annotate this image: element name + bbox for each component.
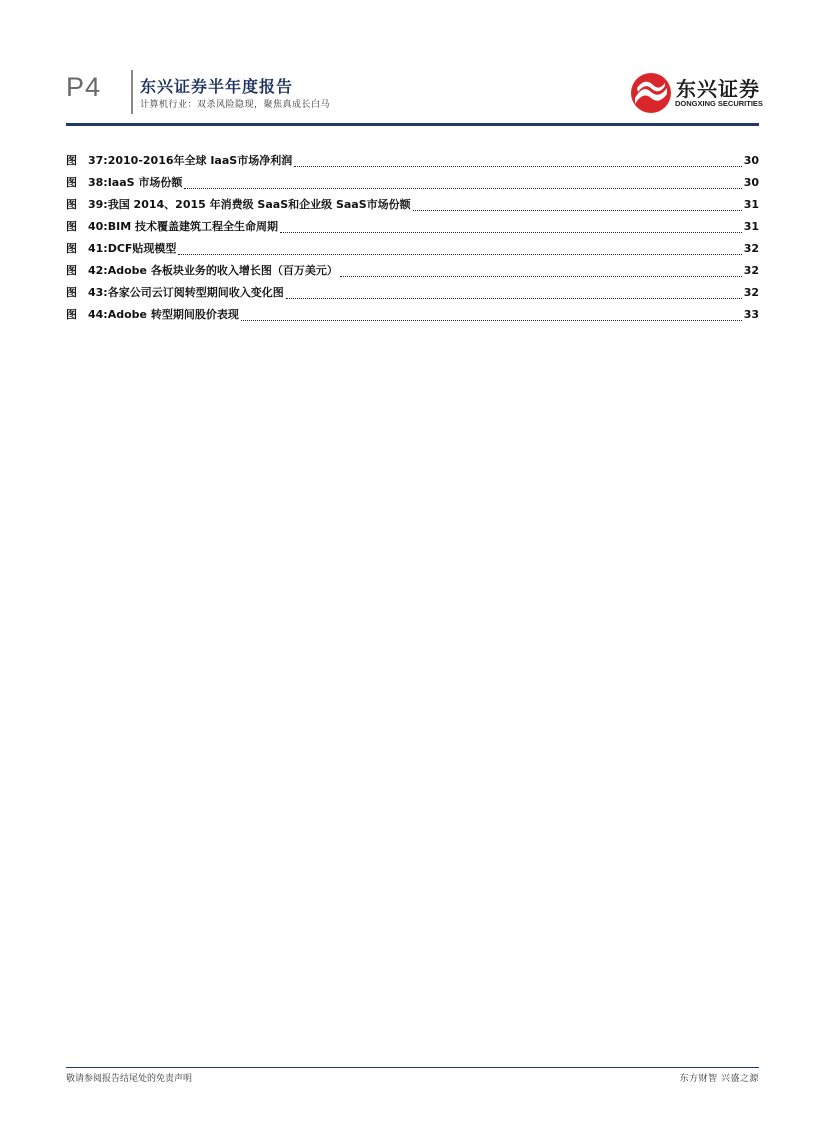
header-divider bbox=[131, 70, 133, 114]
logo-chinese-name: 东兴证券 bbox=[676, 77, 760, 101]
toc-dot-leader bbox=[178, 254, 741, 255]
toc-entry-title: DCF贴现模型 bbox=[107, 242, 177, 255]
toc-entry-page: 31 bbox=[743, 198, 759, 211]
toc-entry-title: 2010-2016年全球 IaaS市场净利润 bbox=[107, 154, 293, 167]
toc-dot-leader bbox=[294, 166, 741, 167]
toc-entry-page: 30 bbox=[743, 176, 759, 189]
company-logo bbox=[629, 70, 763, 116]
toc-entry-title: 各家公司云订阅转型期间收入变化图 bbox=[107, 286, 284, 299]
toc-entry[interactable] bbox=[66, 240, 759, 262]
toc-entry-prefix: 图 bbox=[66, 242, 77, 255]
toc-entry-prefix: 图 bbox=[66, 154, 77, 167]
toc-entry-number: 42: bbox=[88, 264, 108, 277]
toc-entry[interactable] bbox=[66, 196, 759, 218]
toc-entry-page: 31 bbox=[743, 220, 759, 233]
toc-entry-prefix: 图 bbox=[66, 198, 77, 211]
toc-entry-number: 38: bbox=[88, 176, 108, 189]
toc-entry-prefix: 图 bbox=[66, 264, 77, 277]
toc-entry[interactable] bbox=[66, 284, 759, 306]
page-number: P4 bbox=[66, 72, 102, 102]
toc-entry-page: 32 bbox=[743, 286, 759, 299]
toc-entry[interactable] bbox=[66, 174, 759, 196]
toc-dot-leader bbox=[280, 232, 742, 233]
toc-entry-title: Adobe 转型期间股价表现 bbox=[107, 308, 239, 321]
toc-dot-leader bbox=[413, 210, 742, 211]
report-title: 东兴证券半年度报告 bbox=[140, 77, 294, 96]
logo-english-name: DONGXING SECURITIES bbox=[675, 99, 763, 108]
toc-entry-title: BIM 技术覆盖建筑工程全生命周期 bbox=[107, 220, 278, 233]
toc-entry-number: 41: bbox=[88, 242, 108, 255]
report-subtitle: 计算机行业：双杀风险隐现，聚焦真成长白马 bbox=[140, 100, 331, 110]
toc-entry-page: 32 bbox=[743, 264, 759, 277]
footer-disclaimer: 敬请参阅报告结尾处的免责声明 bbox=[66, 1074, 193, 1084]
toc-entry-prefix: 图 bbox=[66, 176, 77, 189]
toc-entry-title: 我国 2014、2015 年消费级 SaaS和企业级 SaaS市场份额 bbox=[107, 198, 411, 211]
toc-entry-prefix: 图 bbox=[66, 308, 77, 321]
toc-entry-title: IaaS 市场份额 bbox=[107, 176, 183, 189]
toc-entry-number: 44: bbox=[88, 308, 108, 321]
toc-entry-prefix: 图 bbox=[66, 286, 77, 299]
footer-rule bbox=[66, 1067, 759, 1068]
toc-entry-title: Adobe 各板块业务的收入增长图（百万美元） bbox=[107, 264, 338, 277]
toc-entry[interactable] bbox=[66, 218, 759, 240]
toc-entry[interactable] bbox=[66, 152, 759, 174]
toc-entry[interactable] bbox=[66, 262, 759, 284]
figure-index bbox=[66, 152, 759, 328]
toc-dot-leader bbox=[340, 276, 742, 277]
toc-entry-number: 43: bbox=[88, 286, 108, 299]
header-rule bbox=[66, 123, 759, 126]
dongxing-logo-icon bbox=[629, 71, 673, 115]
toc-dot-leader bbox=[241, 320, 742, 321]
toc-entry-page: 30 bbox=[743, 154, 759, 167]
toc-entry-prefix: 图 bbox=[66, 220, 77, 233]
toc-entry[interactable] bbox=[66, 306, 759, 328]
footer-slogan: 东方财智 兴盛之源 bbox=[679, 1074, 759, 1084]
toc-entry-number: 40: bbox=[88, 220, 108, 233]
toc-entry-page: 33 bbox=[743, 308, 759, 321]
toc-dot-leader bbox=[184, 188, 741, 189]
toc-entry-page: 32 bbox=[743, 242, 759, 255]
toc-entry-number: 39: bbox=[88, 198, 108, 211]
toc-dot-leader bbox=[286, 298, 742, 299]
toc-entry-number: 37: bbox=[88, 154, 108, 167]
